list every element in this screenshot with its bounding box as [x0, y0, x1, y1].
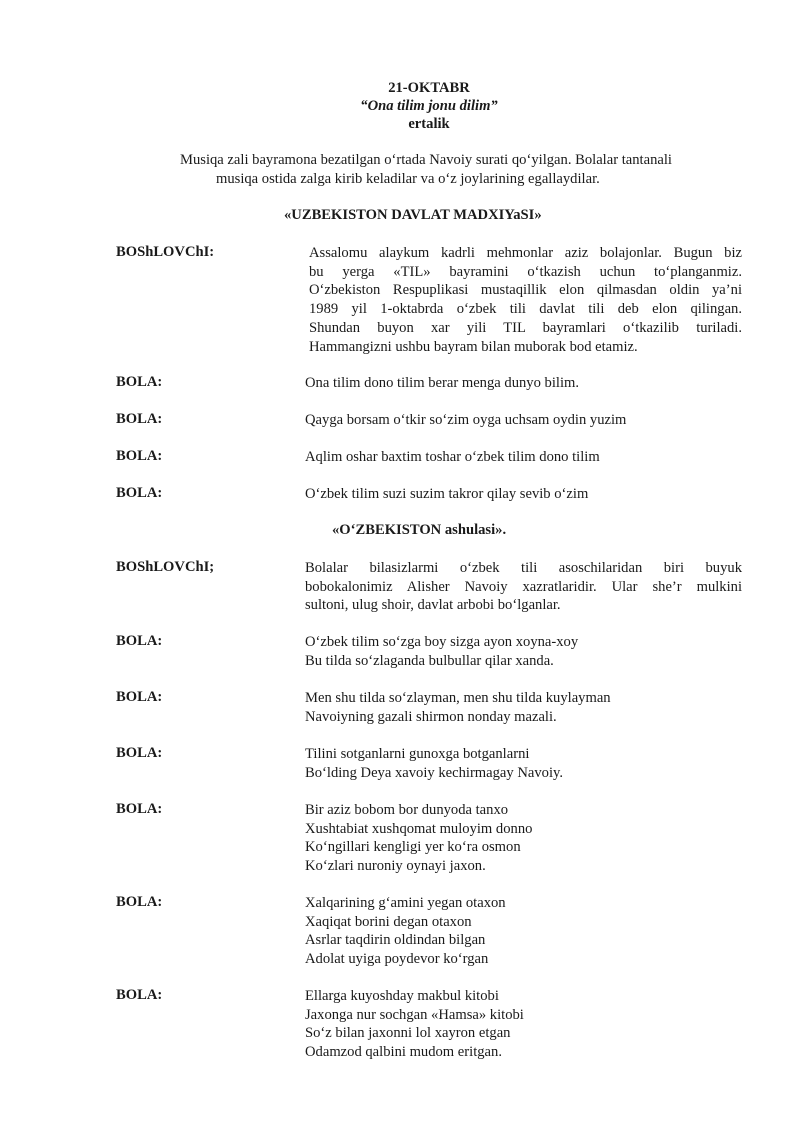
event-date: 21-OKTABR — [388, 80, 470, 96]
speaker-label: BOShLOVChI: — [116, 244, 215, 260]
speaker-text — [305, 485, 742, 504]
text-line: Bolalar bilasizlarmi o‘zbek tili asoschilaridan biri buyuk — [305, 560, 742, 576]
speaker-text — [305, 633, 742, 670]
text-line: Bir aziz bobom bor dunyoda tanxo — [305, 802, 509, 818]
speaker-text — [305, 411, 742, 430]
intro-line-2: musiqa ostida zalga kirib keladilar va o‘z joylarining egallaydilar. — [216, 170, 600, 187]
text-line: Ona tilim dono tilim berar menga dunyo bilim. — [305, 375, 579, 391]
text-line: Odamzod qalbini mudom eritgan. — [305, 1044, 502, 1061]
speaker-label: BOLA: — [116, 745, 163, 761]
speaker-text — [305, 987, 742, 1062]
event-subtitle: “Ona tilim jonu dilim” — [360, 98, 498, 114]
speaker-label: BOLA: — [116, 374, 163, 390]
speaker-label: BOLA: — [116, 448, 163, 464]
anthem-heading: «UZBEKISTON DAVLAT MADXIYaSI» — [284, 207, 542, 223]
text-line: Asrlar taqdirin oldindan bilgan — [305, 932, 486, 949]
text-line: Jaxonga nur sochgan «Hamsa» kitobi — [305, 1006, 524, 1023]
text-line: Assalomu alaykum kadrli mehmonlar aziz bolajonlar. Bugun biz — [309, 245, 742, 261]
text-line: O‘zbek tilim suzi suzim takror qilay sevib o‘zim — [305, 486, 589, 502]
speaker-text — [305, 374, 742, 393]
title-block — [0, 79, 800, 133]
text-line: Adolat uyiga poydevor ko‘rgan — [305, 951, 489, 968]
text-line: Tilini sotganlarni gunoxga botganlarni — [305, 746, 530, 762]
speaker-label: BOLA: — [116, 485, 163, 501]
text-line: Navoiyning gazali shirmon nonday mazali. — [305, 708, 557, 725]
speaker-label: BOLA: — [116, 801, 163, 817]
text-line: Xalqarining g‘amini yegan otaxon — [305, 895, 506, 911]
text-line: Xaqiqat borini degan otaxon — [305, 913, 472, 930]
text-line: sultoni, ulug shoir, davlat arbobi bo‘lganlar. — [305, 597, 561, 614]
intro-paragraph — [180, 151, 780, 188]
speaker-text — [305, 801, 742, 876]
speaker-label: BOLA: — [116, 411, 163, 427]
speaker-text — [305, 559, 742, 615]
speaker-text — [305, 689, 742, 726]
text-line: Hammangizni ushbu bayram bilan muborak bod etamiz. — [309, 338, 638, 355]
speaker-label: BOLA: — [116, 689, 163, 705]
text-line: Aqlim oshar baxtim toshar o‘zbek tilim dono tilim — [305, 449, 600, 465]
text-line: bobokalonimiz Alisher Navoiy xazratlaridir. Ular she’r mulkini — [305, 578, 742, 595]
text-line: Ko‘zlari nuroniy oynayi jaxon. — [305, 858, 486, 875]
text-line: So‘z bilan jaxonni lol xayron etgan — [305, 1025, 511, 1042]
speaker-text — [305, 894, 742, 969]
text-line: O‘zbekiston Respuplikasi mustaqillik elon qilmasdan oldin ya’ni — [309, 282, 742, 299]
speaker-label: BOLA: — [116, 987, 163, 1003]
speaker-text — [309, 244, 742, 356]
speaker-text — [305, 448, 742, 467]
text-line: Xushtabiat xushqomat muloyim donno — [305, 820, 533, 837]
text-line: Qayga borsam o‘tkir so‘zim oyga uchsam oydin yuzim — [305, 412, 627, 428]
text-line: O‘zbek tilim so‘zga boy sizga ayon xoyna-xoy — [305, 634, 579, 650]
intro-line-1: Musiqa zali bayramona bezatilgan o‘rtada Navoiy surati qo‘yilgan. Bolalar tantanali — [180, 152, 672, 168]
text-line: Ko‘ngillari kengligi yer ko‘ra osmon — [305, 839, 521, 856]
text-line: Bo‘lding Deya xavoiy kechirmagay Navoiy. — [305, 764, 564, 781]
speaker-label: BOShLOVChI; — [116, 559, 215, 575]
event-type: ertalik — [408, 116, 450, 132]
text-line: Ellarga kuyoshday makbul kitobi — [305, 988, 499, 1004]
speaker-text — [305, 745, 742, 782]
text-line: Men shu tilda so‘zlayman, men shu tilda kuylayman — [305, 690, 611, 706]
song-heading: «O‘ZBEKISTON ashulasi». — [332, 522, 507, 538]
speaker-label: BOLA: — [116, 633, 163, 649]
text-line: 1989 yil 1-oktabrda o‘zbek tili davlat tili deb elon qilingan. — [309, 301, 742, 318]
text-line: Shundan buyon xar yili TIL bayramlari o‘tkazilib turiladi. — [309, 319, 742, 336]
text-line: bu yerga «TIL» bayramini o‘tkazish uchun to‘planganmiz. — [309, 263, 742, 280]
speaker-label: BOLA: — [116, 894, 163, 910]
text-line: Bu tilda so‘zlaganda bulbullar qilar xanda. — [305, 652, 554, 669]
